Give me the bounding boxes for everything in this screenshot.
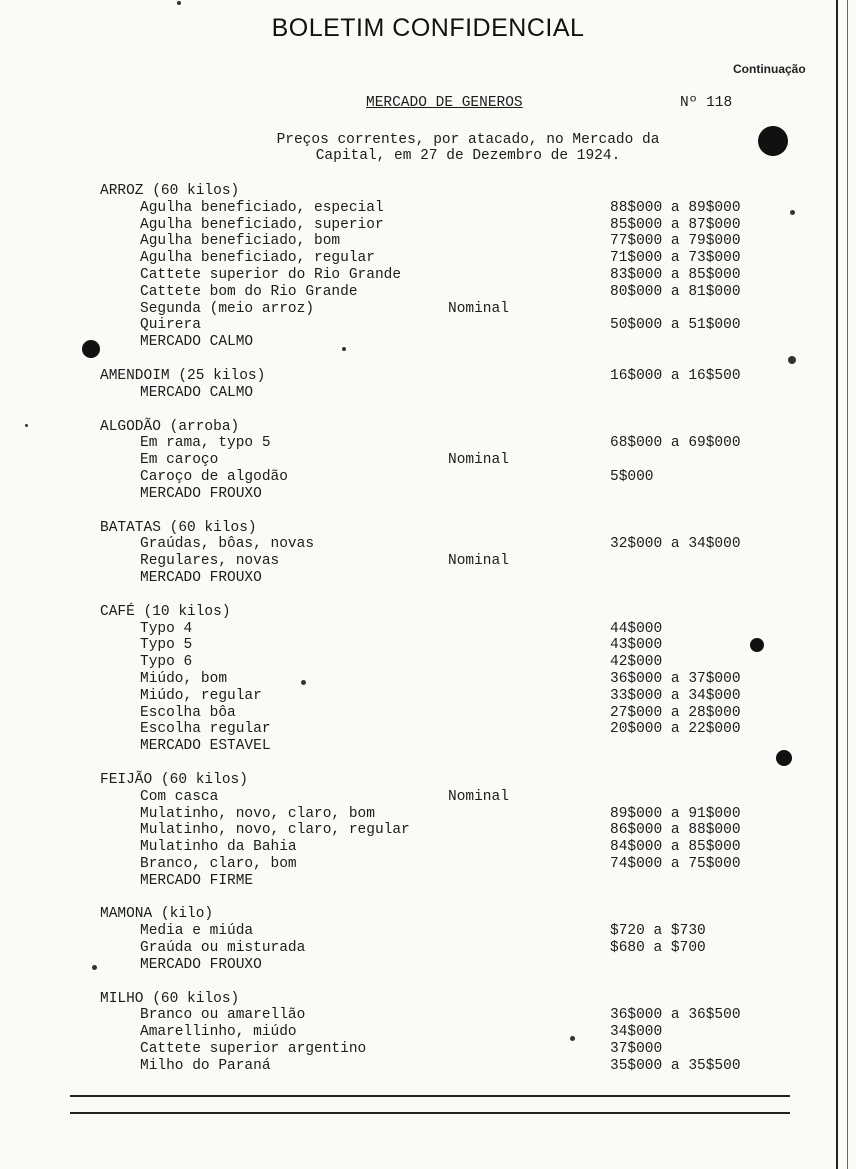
item-name: Miúdo, regular	[140, 687, 262, 704]
item-name: Branco ou amarellão	[140, 1007, 306, 1024]
price-row	[0, 654, 836, 671]
ink-speck	[301, 680, 306, 685]
item-name: Regulares, novas	[140, 553, 280, 570]
price-row	[0, 217, 836, 234]
price-row	[0, 536, 836, 553]
section-heading	[0, 183, 836, 200]
item-name: Typo 6	[140, 654, 193, 671]
price-row	[0, 705, 836, 722]
section-heading-text: BATATAS (60 kilos)	[100, 519, 257, 536]
price-row	[0, 301, 836, 318]
price-row	[0, 1041, 836, 1058]
continuation-label: Continuação	[733, 62, 806, 76]
price-row	[0, 856, 836, 873]
intro-line: Capital, em 27 de Dezembro de 1924.	[315, 148, 621, 164]
price-row	[0, 200, 836, 217]
item-price: 35$000 a 35$500	[610, 1057, 741, 1074]
item-price: 44$000	[610, 620, 663, 637]
item-price: 33$000 a 34$000	[610, 687, 741, 704]
item-name: Milho do Paraná	[140, 1057, 271, 1074]
item-name: Miúdo, bom	[140, 670, 228, 687]
item-price: 50$000 a 51$000	[610, 317, 741, 334]
item-name: Typo 4	[140, 620, 193, 637]
price-row	[0, 233, 836, 250]
item-price: 37$000	[610, 1041, 663, 1058]
market-status: MERCADO CALMO	[140, 384, 254, 401]
market-section	[0, 419, 836, 503]
item-price: 83$000 a 85$000	[610, 266, 741, 283]
item-name: Typo 5	[140, 637, 193, 654]
item-name: Agulha beneficiado, bom	[140, 233, 341, 250]
market-section	[0, 772, 836, 890]
item-price: 74$000 a 75$000	[610, 855, 741, 872]
price-row	[0, 822, 836, 839]
ink-blot	[776, 750, 792, 766]
item-name: Caroço de algodão	[140, 468, 288, 485]
price-row	[0, 469, 836, 486]
item-name: Cattete superior argentino	[140, 1041, 367, 1058]
bulletin-number: Nº 118	[680, 95, 733, 111]
item-price: 85$000 a 87$000	[610, 216, 741, 233]
item-name: Escolha regular	[140, 721, 271, 738]
price-row	[0, 806, 836, 823]
item-note: Nominal	[448, 452, 509, 469]
market-status: MERCADO FROUXO	[140, 956, 262, 973]
item-name: Agulha beneficiado, regular	[140, 250, 375, 267]
item-price: 86$000 a 88$000	[610, 822, 741, 839]
item-name: Cattete superior do Rio Grande	[140, 266, 402, 283]
item-price: 27$000 a 28$000	[610, 704, 741, 721]
market-subtitle: MERCADO DE GENEROS	[366, 95, 523, 111]
price-row	[0, 940, 836, 957]
item-name: Mulatinho, novo, claro, regular	[140, 822, 410, 839]
ink-speck	[788, 356, 796, 364]
item-price: 88$000 a 89$000	[610, 199, 741, 216]
item-name: Branco, claro, bom	[140, 855, 297, 872]
footer-rule	[70, 1112, 790, 1114]
price-row	[0, 923, 836, 940]
market-status: MERCADO FIRME	[140, 872, 254, 889]
item-price: 80$000 a 81$000	[610, 283, 741, 300]
ink-blot	[758, 126, 788, 156]
price-row	[0, 637, 836, 654]
market-status: MERCADO ESTAVEL	[140, 738, 271, 755]
item-price: 89$000 a 91$000	[610, 805, 741, 822]
price-row	[0, 1024, 836, 1041]
item-price: 34$000	[610, 1024, 663, 1041]
ink-speck	[25, 424, 28, 427]
document-title: BOLETIM CONFIDENCIAL	[271, 14, 585, 42]
item-price: 71$000 a 73$000	[610, 250, 741, 267]
market-status: MERCADO CALMO	[140, 334, 254, 351]
item-price: 36$000 a 36$500	[610, 1007, 741, 1024]
price-row	[0, 250, 836, 267]
section-heading	[0, 772, 836, 789]
price-row	[0, 721, 836, 738]
ink-speck	[790, 210, 795, 215]
price-row	[0, 789, 836, 806]
price-sections	[0, 183, 836, 1075]
ink-speck	[177, 1, 181, 5]
section-heading	[0, 906, 836, 923]
section-heading-text: MAMONA (kilo)	[100, 906, 214, 923]
page-edge-line	[836, 0, 838, 1169]
item-name: Mulatinho da Bahia	[140, 839, 297, 856]
item-name: Quirera	[140, 317, 201, 334]
market-section	[0, 520, 836, 587]
price-row	[0, 621, 836, 638]
ink-speck	[570, 1036, 575, 1041]
price-row	[0, 1058, 836, 1075]
item-price: 36$000 a 37$000	[610, 670, 741, 687]
section-heading-text: CAFÉ (10 kilos)	[100, 603, 231, 620]
section-heading-text: MILHO (60 kilos)	[100, 990, 240, 1007]
ink-speck	[342, 347, 346, 351]
price-row	[0, 452, 836, 469]
section-heading	[0, 368, 836, 385]
item-name: Cattete bom do Rio Grande	[140, 283, 358, 300]
item-note: Nominal	[448, 300, 509, 317]
item-price: 84$000 a 85$000	[610, 839, 741, 856]
item-note: Nominal	[448, 788, 509, 805]
section-heading	[0, 991, 836, 1008]
price-row	[0, 671, 836, 688]
item-price: 32$000 a 34$000	[610, 536, 741, 553]
item-price: $680 a $700	[610, 940, 706, 957]
section-heading-text: FEIJÃO (60 kilos)	[100, 771, 248, 788]
item-name: Media e miúda	[140, 923, 254, 940]
price-row	[0, 1007, 836, 1024]
ink-blot	[750, 638, 764, 652]
item-price: 42$000	[610, 654, 663, 671]
price-row	[0, 317, 836, 334]
section-heading-text: ALGODÃO (arroba)	[100, 418, 240, 435]
item-price: 77$000 a 79$000	[610, 233, 741, 250]
page-edge-line	[847, 0, 848, 1169]
market-status: MERCADO FROUXO	[140, 569, 262, 586]
item-name: Mulatinho, novo, claro, bom	[140, 805, 375, 822]
item-price: 20$000 a 22$000	[610, 721, 741, 738]
section-heading-text: AMENDOIM (25 kilos)	[100, 367, 266, 384]
item-name: Agulha beneficiado, especial	[140, 199, 384, 216]
market-section	[0, 368, 836, 402]
section-heading	[0, 520, 836, 537]
item-name: Graúdas, bôas, novas	[140, 536, 315, 553]
ink-blot	[82, 340, 100, 358]
section-heading	[0, 419, 836, 436]
ink-speck	[92, 965, 97, 970]
item-price: 43$000	[610, 637, 663, 654]
price-row	[0, 553, 836, 570]
item-name: Segunda (meio arroz)	[140, 300, 315, 317]
price-row	[0, 284, 836, 301]
price-row	[0, 267, 836, 284]
item-price: 16$000 a 16$500	[610, 367, 741, 384]
item-name: Agulha beneficiado, superior	[140, 216, 384, 233]
market-section	[0, 991, 836, 1075]
price-row	[0, 839, 836, 856]
item-name: Escolha bôa	[140, 704, 236, 721]
item-name: Com casca	[140, 788, 219, 805]
item-name: Graúda ou misturada	[140, 940, 306, 957]
market-status: MERCADO FROUXO	[140, 485, 262, 502]
item-note: Nominal	[448, 553, 509, 570]
item-name: Em rama, typo 5	[140, 435, 271, 452]
item-name: Em caroço	[140, 452, 219, 469]
item-price: $720 a $730	[610, 923, 706, 940]
section-heading-text: ARROZ (60 kilos)	[100, 183, 240, 199]
price-row	[0, 688, 836, 705]
market-section	[0, 906, 836, 973]
item-price: 68$000 a 69$000	[610, 435, 741, 452]
market-section	[0, 604, 836, 755]
intro-line: Preços correntes, por atacado, no Mercado da	[276, 132, 660, 148]
market-section	[0, 183, 836, 351]
intro-text	[0, 132, 856, 164]
section-heading	[0, 604, 836, 621]
price-row	[0, 435, 836, 452]
footer-rule	[70, 1095, 790, 1097]
item-name: Amarellinho, miúdo	[140, 1024, 297, 1041]
item-price: 5$000	[610, 468, 654, 485]
